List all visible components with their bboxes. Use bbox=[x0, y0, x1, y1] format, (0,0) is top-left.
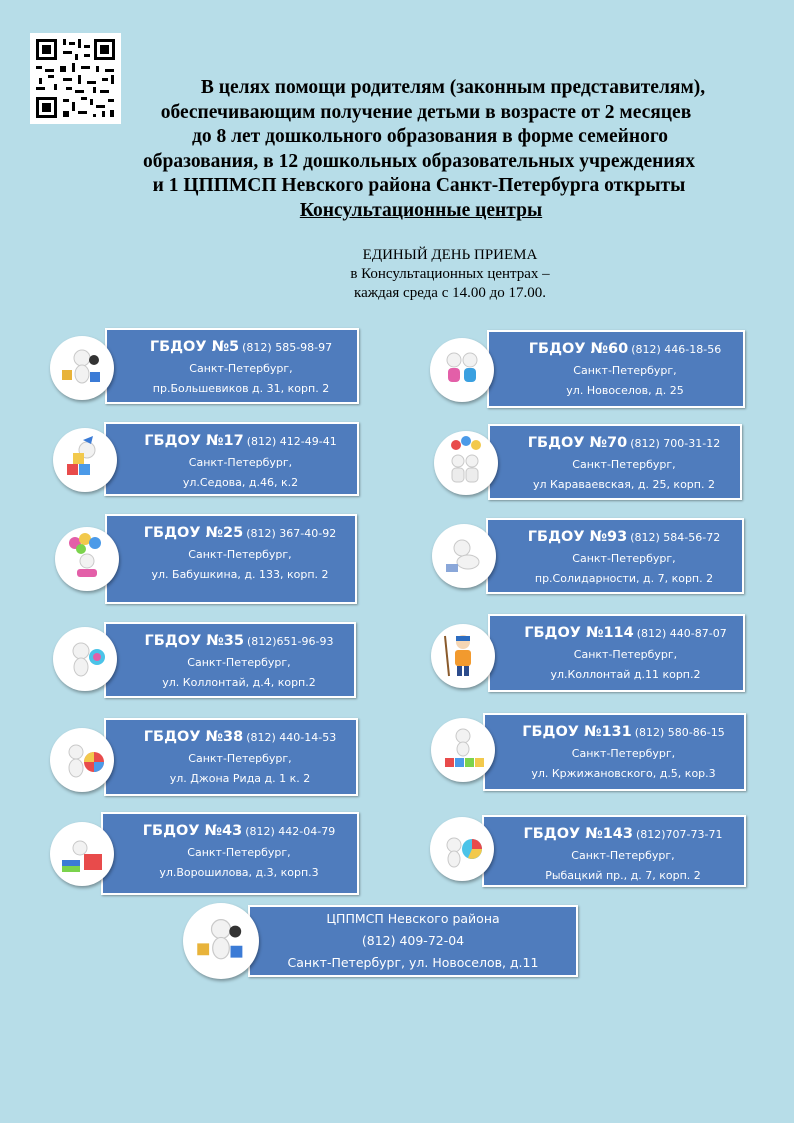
center-address: ул. Бабушкина, д. 133, корп. 2 bbox=[151, 568, 329, 581]
blocks-kid-icon bbox=[431, 718, 495, 782]
center-phone: (812) 440-87-07 bbox=[636, 627, 727, 640]
center-city: Санкт-Петербург, bbox=[571, 849, 675, 862]
center-card-box bbox=[487, 330, 745, 408]
kid-crawling-icon bbox=[432, 524, 496, 588]
center-name: ГБДОУ №131 bbox=[522, 724, 632, 740]
beach-ball-icon bbox=[50, 728, 114, 792]
center-name: ГБДОУ №43 bbox=[142, 823, 243, 839]
center-card-box bbox=[248, 905, 578, 977]
center-card-box bbox=[105, 328, 359, 404]
center-card-box bbox=[104, 622, 356, 698]
center-name: ГБДОУ №25 bbox=[143, 525, 244, 541]
center-city: Санкт-Петербург, bbox=[573, 648, 678, 661]
center-address: Санкт-Петербург, ул. Новоселов, д.11 bbox=[287, 955, 539, 970]
center-phone: (812) 442-04-79 bbox=[245, 825, 336, 838]
intro-line: и 1 ЦППМСП Невского района Санкт-Петербурга открыты bbox=[152, 175, 686, 196]
abc-blocks-icon bbox=[53, 428, 117, 492]
intro-line: В целях помощи родителям (законным представителям), bbox=[200, 77, 706, 98]
page-title: Консультационные центры bbox=[299, 199, 543, 221]
center-card-box bbox=[482, 815, 746, 887]
center-phone: (812) 585-98-97 bbox=[242, 341, 333, 354]
center-phone: (812) 409-72-04 bbox=[361, 933, 465, 948]
lollipop-icon bbox=[53, 627, 117, 691]
center-address: ул.Ворошилова, д.3, корп.3 bbox=[159, 866, 319, 879]
center-city: Санкт-Петербург, bbox=[187, 846, 291, 859]
center-card-box bbox=[483, 713, 746, 791]
center-city: Санкт-Петербург, bbox=[188, 548, 292, 561]
balloons-icon bbox=[55, 527, 119, 591]
intro-line: до 8 лет дошкольного образования в форме семейного bbox=[191, 126, 669, 147]
center-city: Санкт-Петербург, bbox=[571, 747, 676, 760]
center-name: ГБДОУ №143 bbox=[523, 826, 633, 842]
family-balloons-icon bbox=[434, 431, 498, 495]
center-address: пр.Солидарности, д. 7, корп. 2 bbox=[534, 572, 714, 585]
two-kids-icon bbox=[430, 338, 494, 402]
kid-with-toys-icon bbox=[183, 903, 259, 979]
center-city: Санкт-Петербург, bbox=[188, 456, 293, 469]
center-name: ГБДОУ №17 bbox=[144, 433, 244, 449]
center-city: Санкт-Петербург, bbox=[187, 656, 291, 669]
intro-line: образования, в 12 дошкольных образовательных учреждениях bbox=[143, 150, 695, 172]
center-name: ГБДОУ №114 bbox=[524, 625, 634, 641]
books-icon bbox=[50, 822, 114, 886]
center-address: ул. Новоселов, д. 25 bbox=[566, 384, 684, 397]
center-name: ГБДОУ №35 bbox=[144, 633, 244, 649]
center-phone: (812) 700-31-12 bbox=[630, 437, 721, 450]
center-card-box bbox=[101, 812, 359, 895]
intro-line: обеспечивающим получение детьми в возрасте от 2 месяцев bbox=[160, 101, 692, 123]
center-phone: (812) 412-49-41 bbox=[246, 435, 337, 448]
center-name: ГБДОУ №70 bbox=[527, 435, 628, 451]
center-city: Санкт-Петербург, bbox=[572, 552, 676, 565]
center-city: Санкт-Петербург, bbox=[189, 362, 293, 375]
center-card-box bbox=[104, 422, 359, 496]
center-card-box bbox=[488, 614, 745, 692]
center-name: ГБДОУ №93 bbox=[527, 529, 628, 545]
center-name: ГБДОУ №5 bbox=[149, 339, 240, 355]
schedule-heading: ЕДИНЫЙ ДЕНЬ ПРИЕМА bbox=[362, 247, 538, 263]
schedule-line: в Консультационных центрах – bbox=[350, 266, 550, 282]
center-address: ул.Коллонтай д.11 корп.2 bbox=[550, 668, 701, 681]
center-phone: (812) 580-86-15 bbox=[634, 726, 725, 739]
center-name: ЦППМСП Невского района bbox=[326, 911, 500, 926]
center-address: ул Караваевская, д. 25, корп. 2 bbox=[533, 478, 715, 491]
center-card-box bbox=[488, 424, 742, 500]
intro-text bbox=[110, 76, 750, 223]
center-address: ул. Джона Рида д. 1 к. 2 bbox=[169, 772, 311, 785]
pie-chart-kid-icon bbox=[430, 817, 494, 881]
center-name: ГБДОУ №38 bbox=[143, 729, 244, 745]
center-address: Рыбацкий пр., д. 7, корп. 2 bbox=[545, 869, 701, 882]
center-card-box bbox=[104, 718, 358, 796]
center-city: Санкт-Петербург, bbox=[572, 458, 676, 471]
schedule-info bbox=[250, 246, 650, 303]
center-address: ул.Седова, д.46, к.2 bbox=[182, 476, 299, 489]
center-address: пр.Большевиков д. 31, корп. 2 bbox=[152, 382, 330, 395]
center-card-box bbox=[486, 518, 744, 594]
center-card-box bbox=[105, 514, 357, 604]
center-city: Санкт-Петербург, bbox=[573, 364, 677, 377]
center-phone: (812) 367-40-92 bbox=[246, 527, 337, 540]
kid-with-toys-icon bbox=[50, 336, 114, 400]
schedule-line: каждая среда с 14.00 до 17.00. bbox=[354, 285, 546, 301]
center-address: ул. Кржижановского, д.5, кор.3 bbox=[531, 767, 716, 780]
center-city: Санкт-Петербург, bbox=[188, 752, 292, 765]
center-phone: (812) 440-14-53 bbox=[246, 731, 337, 744]
center-phone: (812)707-73-71 bbox=[635, 828, 723, 841]
center-phone: (812) 446-18-56 bbox=[631, 343, 722, 356]
center-phone: (812)651-96-93 bbox=[246, 635, 334, 648]
center-phone: (812) 584-56-72 bbox=[630, 531, 721, 544]
center-name: ГБДОУ №60 bbox=[528, 341, 629, 357]
painter-kid-icon bbox=[431, 624, 495, 688]
center-address: ул. Коллонтай, д.4, корп.2 bbox=[162, 676, 316, 689]
